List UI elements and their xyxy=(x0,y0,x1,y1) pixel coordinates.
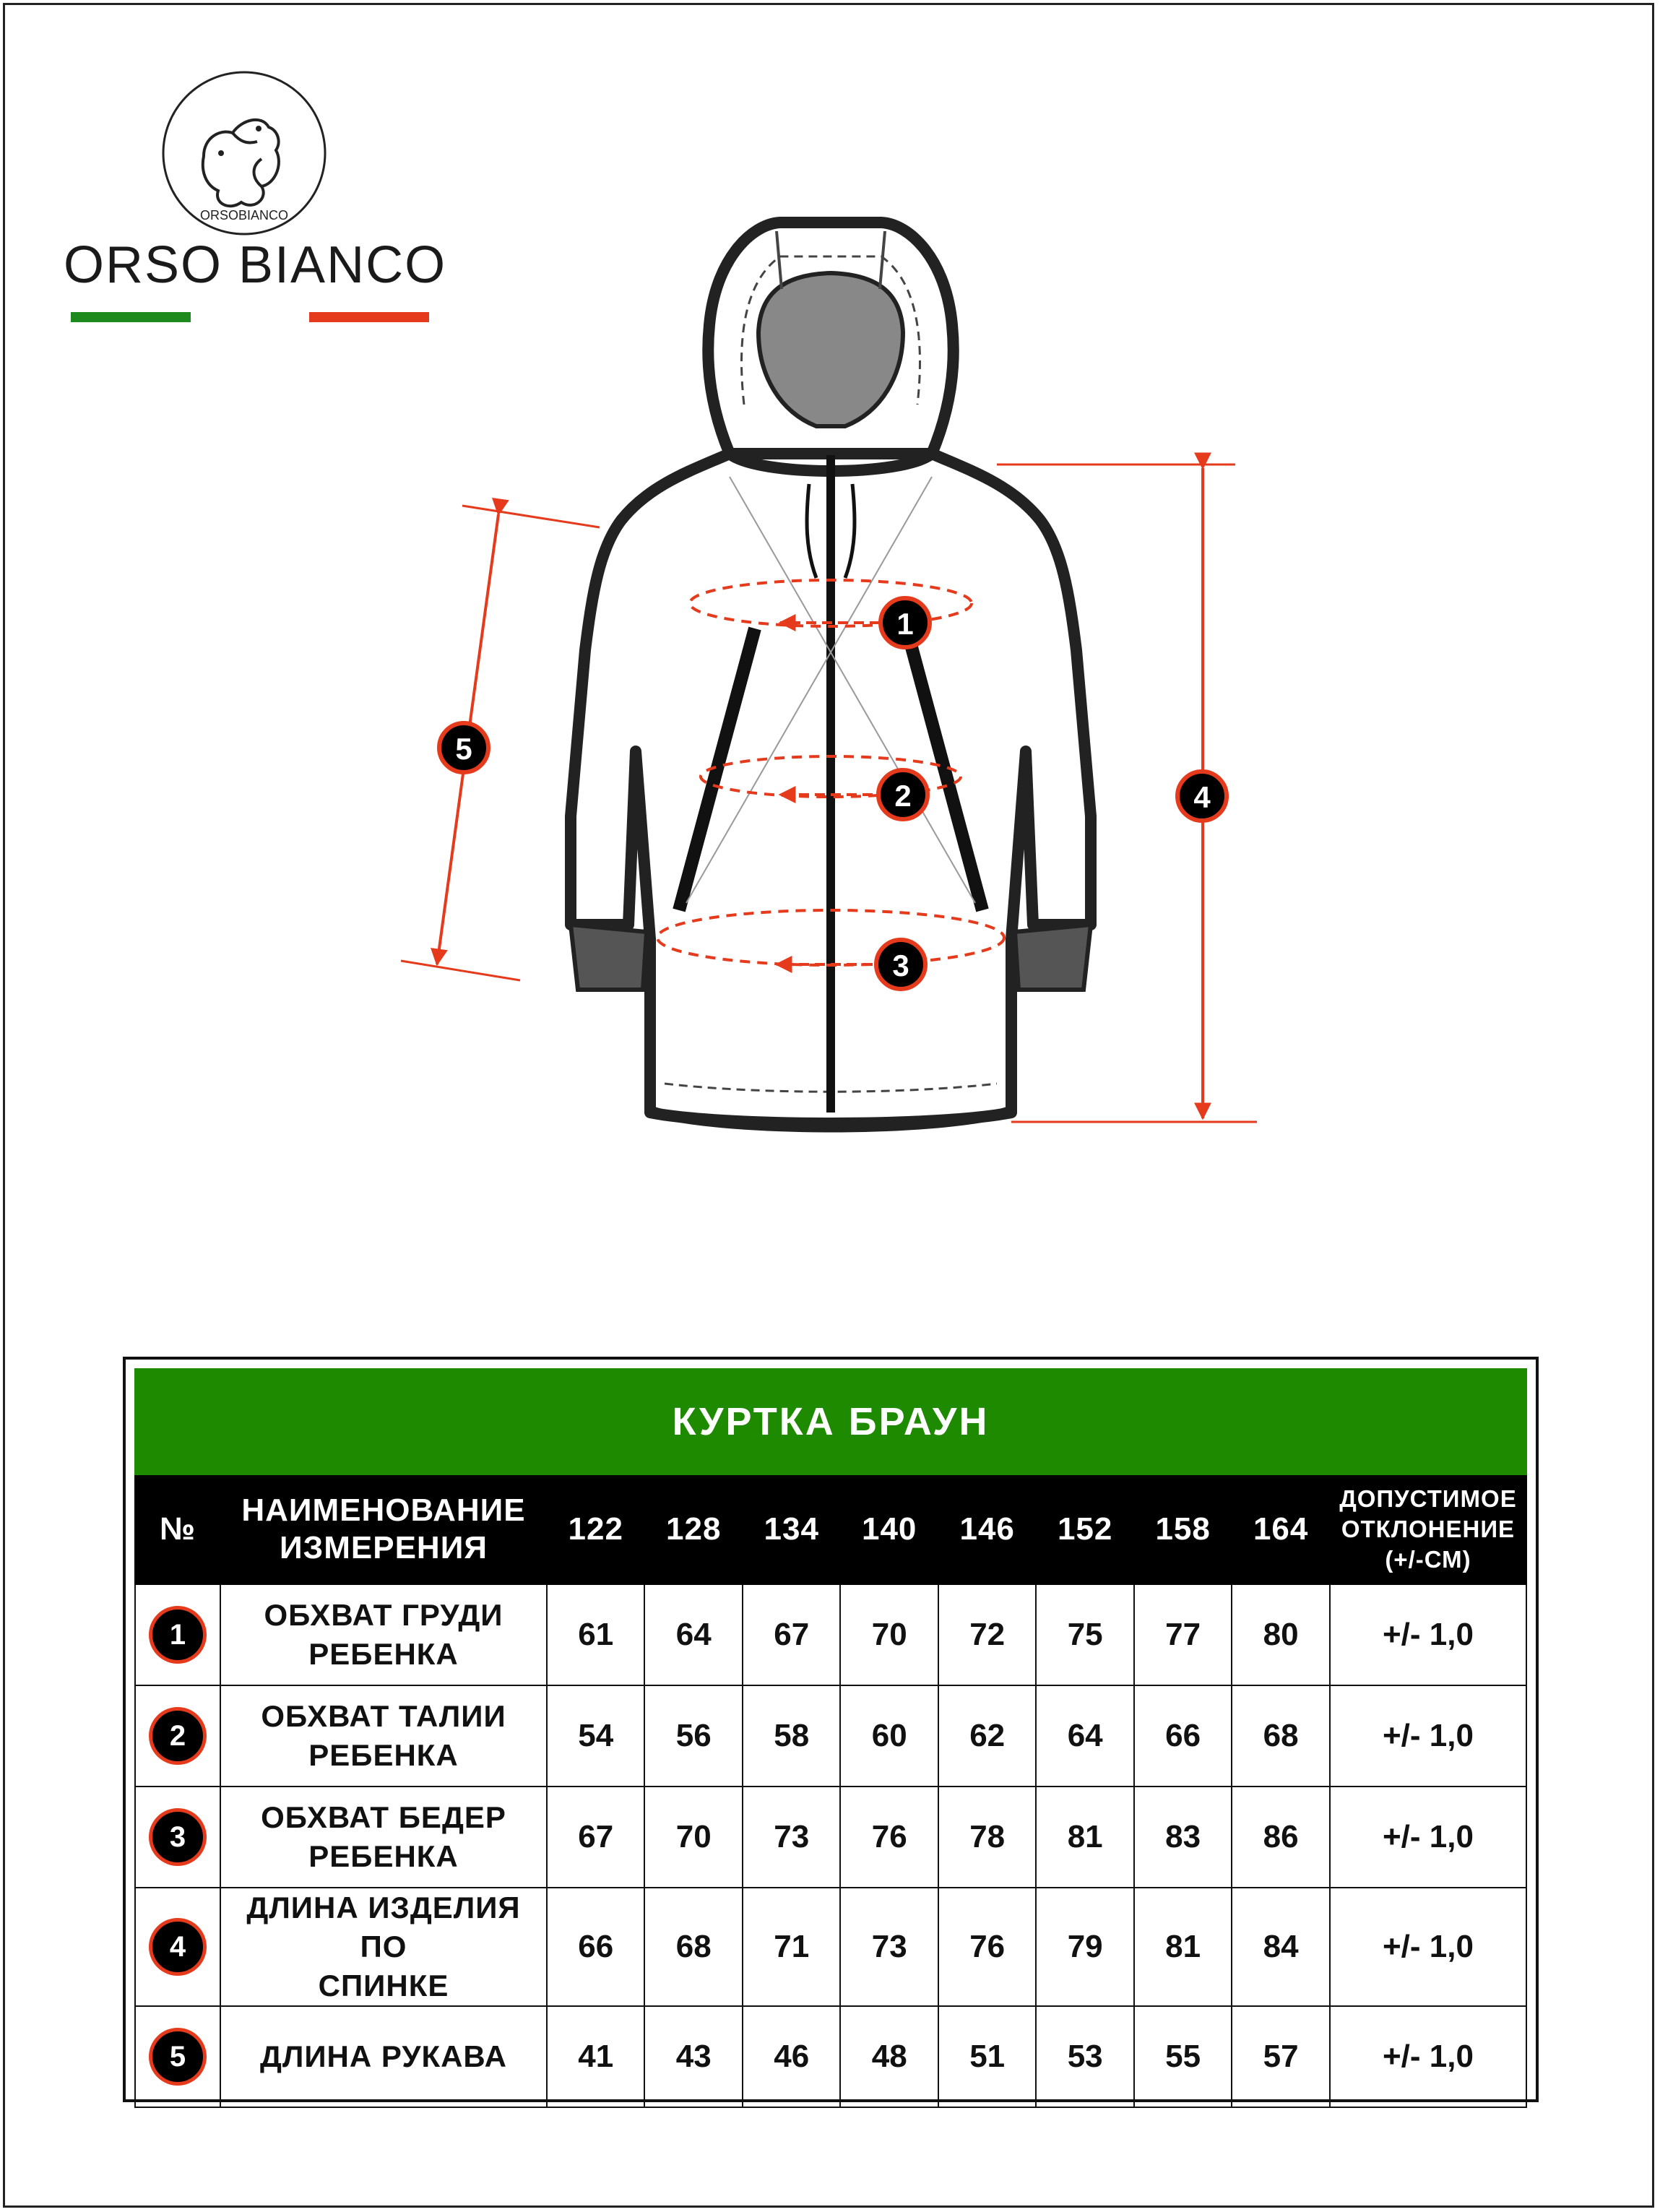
row-number xyxy=(135,1685,220,1787)
size-value: 77 xyxy=(1134,1584,1232,1685)
size-value: 62 xyxy=(938,1685,1036,1787)
row-number xyxy=(135,1584,220,1685)
table-row xyxy=(135,2006,1526,2107)
size-value: 68 xyxy=(1232,1685,1330,1787)
size-value: 64 xyxy=(1036,1685,1133,1787)
row-number xyxy=(135,1888,220,2006)
svg-text:4: 4 xyxy=(1193,780,1211,814)
header-size: 128 xyxy=(644,1474,742,1584)
size-value: 84 xyxy=(1232,1888,1330,2006)
tolerance-value: +/- 1,0 xyxy=(1330,1787,1526,1888)
size-value: 58 xyxy=(743,1685,840,1787)
row-number-badge: 3 xyxy=(149,1808,207,1866)
table-row xyxy=(135,1584,1526,1685)
jacket-diagram xyxy=(390,209,1271,1149)
header-number: № xyxy=(135,1474,220,1584)
size-value: 53 xyxy=(1036,2006,1133,2107)
marker-2 xyxy=(878,770,928,819)
size-value: 68 xyxy=(644,1888,742,2006)
size-value: 86 xyxy=(1232,1787,1330,1888)
measurement-name: ОБХВАТ БЕДЕР РЕБЕНКА xyxy=(220,1787,547,1888)
size-value: 46 xyxy=(743,2006,840,2107)
marker-5 xyxy=(439,723,488,772)
header-size: 140 xyxy=(840,1474,938,1584)
header-size: 122 xyxy=(547,1474,644,1584)
marker-1 xyxy=(881,598,930,647)
size-value: 79 xyxy=(1036,1888,1133,2006)
size-value: 66 xyxy=(547,1888,644,2006)
table-title: КУРТКА БРАУН xyxy=(135,1369,1526,1474)
size-value: 66 xyxy=(1134,1685,1232,1787)
size-value: 64 xyxy=(644,1584,742,1685)
size-value: 57 xyxy=(1232,2006,1330,2107)
size-value: 80 xyxy=(1232,1584,1330,1685)
header-size: 146 xyxy=(938,1474,1036,1584)
row-number xyxy=(135,2006,220,2107)
table-row xyxy=(135,1888,1526,2006)
size-table xyxy=(134,1368,1527,2108)
right-cuff xyxy=(1015,925,1091,990)
header-size: 134 xyxy=(743,1474,840,1584)
header-size: 164 xyxy=(1232,1474,1330,1584)
size-table-frame xyxy=(123,1357,1539,2102)
size-value: 70 xyxy=(644,1787,742,1888)
tolerance-value: +/- 1,0 xyxy=(1330,2006,1526,2107)
header-size: 158 xyxy=(1134,1474,1232,1584)
header-measurement-name: НАИМЕНОВАНИЕ ИЗМЕРЕНИЯ xyxy=(220,1474,547,1584)
tolerance-value: +/- 1,0 xyxy=(1330,1685,1526,1787)
table-row xyxy=(135,1787,1526,1888)
size-value: 48 xyxy=(840,2006,938,2107)
logo-caption: ORSOBIANCO xyxy=(199,208,289,223)
size-value: 76 xyxy=(938,1888,1036,2006)
size-value: 51 xyxy=(938,2006,1036,2107)
size-value: 60 xyxy=(840,1685,938,1787)
flag-stripe-green xyxy=(71,312,191,322)
size-value: 81 xyxy=(1036,1787,1133,1888)
svg-text:1: 1 xyxy=(896,607,914,641)
row-number-badge: 5 xyxy=(149,2028,207,2086)
measurement-name: ОБХВАТ ТАЛИИ РЕБЕНКА xyxy=(220,1685,547,1787)
left-cuff xyxy=(571,925,647,990)
table-row xyxy=(135,1685,1526,1787)
size-value: 61 xyxy=(547,1584,644,1685)
size-value: 54 xyxy=(547,1685,644,1787)
header-size: 152 xyxy=(1036,1474,1133,1584)
row-number-badge: 1 xyxy=(149,1606,207,1664)
row-number-badge: 4 xyxy=(149,1918,207,1976)
size-value: 71 xyxy=(743,1888,840,2006)
row-number xyxy=(135,1787,220,1888)
size-value: 73 xyxy=(840,1888,938,2006)
brand-name: ORSO BIANCO xyxy=(64,236,447,294)
measurement-name: ДЛИНА РУКАВА xyxy=(220,2006,547,2107)
marker-3 xyxy=(876,940,925,989)
size-value: 76 xyxy=(840,1787,938,1888)
size-value: 83 xyxy=(1134,1787,1232,1888)
size-value: 75 xyxy=(1036,1584,1133,1685)
size-value: 67 xyxy=(743,1584,840,1685)
measurement-name: ОБХВАТ ГРУДИ РЕБЕНКА xyxy=(220,1584,547,1685)
measurement-name: ДЛИНА ИЗДЕЛИЯ ПО СПИНКЕ xyxy=(220,1888,547,2006)
size-value: 73 xyxy=(743,1787,840,1888)
tolerance-value: +/- 1,0 xyxy=(1330,1584,1526,1685)
size-value: 55 xyxy=(1134,2006,1232,2107)
row-number-badge: 2 xyxy=(149,1707,207,1765)
size-value: 43 xyxy=(644,2006,742,2107)
svg-text:3: 3 xyxy=(892,949,909,982)
size-value: 81 xyxy=(1134,1888,1232,2006)
svg-text:5: 5 xyxy=(455,732,472,766)
size-value: 41 xyxy=(547,2006,644,2107)
svg-text:2: 2 xyxy=(894,779,912,813)
marker-4 xyxy=(1177,772,1227,821)
size-value: 67 xyxy=(547,1787,644,1888)
size-value: 70 xyxy=(840,1584,938,1685)
header-tolerance: ДОПУСТИМОЕ ОТКЛОНЕНИЕ (+/-СМ) xyxy=(1330,1474,1526,1584)
size-value: 56 xyxy=(644,1685,742,1787)
size-value: 78 xyxy=(938,1787,1036,1888)
bear-logo-icon xyxy=(160,69,328,237)
size-value: 72 xyxy=(938,1584,1036,1685)
tolerance-value: +/- 1,0 xyxy=(1330,1888,1526,2006)
